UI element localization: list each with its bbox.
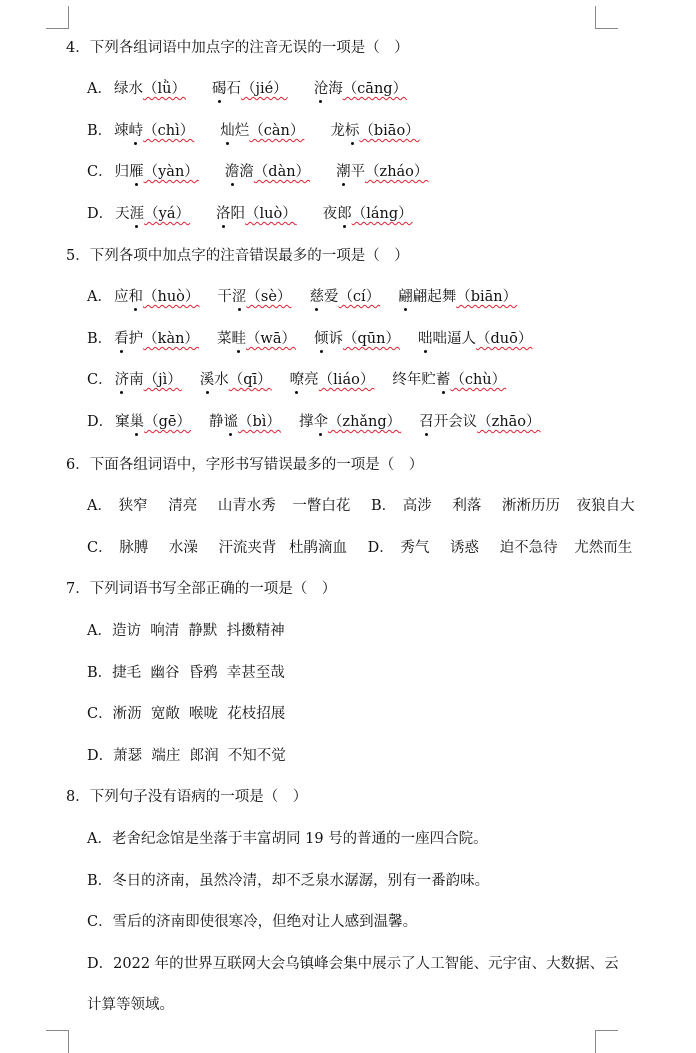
word-part: 南 xyxy=(129,372,144,388)
dotted-character: 倾 xyxy=(314,331,329,347)
option-text: 淅沥 宽敞 喉咙 花枝招展 xyxy=(112,706,286,722)
word: 脉膊 xyxy=(119,540,149,556)
word-part: 亮 xyxy=(304,372,319,388)
word-part: 归 xyxy=(114,164,130,180)
pinyin: （sè） xyxy=(246,289,292,305)
pinyin: （chì） xyxy=(143,123,195,139)
word: 清亮 xyxy=(168,498,198,514)
dotted-character: 伞 xyxy=(313,414,328,430)
question-7-stem: 7．下列词语书写全部正确的一项是（ ） xyxy=(66,581,337,597)
pinyin: （duō） xyxy=(475,331,533,347)
word: 汗流夹背 xyxy=(218,540,277,556)
pinyin: （lǜ） xyxy=(142,81,186,97)
dotted-character: 洛 xyxy=(215,206,231,222)
word: 一瞥白花 xyxy=(292,498,351,514)
option-label: B． xyxy=(87,873,113,889)
corner-mark-bottom-right xyxy=(595,1030,618,1053)
word-part: 龙 xyxy=(330,123,345,139)
annotated-word xyxy=(220,121,304,141)
annotated-word xyxy=(200,370,272,390)
question-6-stem: 6．下面各组词语中，字形书写错误最多的一项是（ ） xyxy=(66,457,424,473)
dotted-character: 咄 xyxy=(417,331,433,347)
question-4-stem: 4．下列各组词语中加点字的注音无误的一项是（ ） xyxy=(66,40,409,56)
annotated-word xyxy=(392,370,506,390)
dotted-character: 巢 xyxy=(129,414,145,430)
corner-mark-top-right xyxy=(595,6,618,29)
question-8-stem: 8．下列句子没有语病的一项是（ ） xyxy=(66,789,308,805)
dotted-character: 看 xyxy=(114,331,129,347)
question-6-row-1 xyxy=(87,496,635,516)
question-5-option-a xyxy=(87,287,517,307)
question-8-option-a xyxy=(87,829,488,849)
question-7-option-a xyxy=(87,621,285,641)
annotated-word xyxy=(398,287,517,307)
dotted-character: 沧 xyxy=(313,81,329,97)
question-4-option-b xyxy=(87,121,420,141)
option-label: B． xyxy=(87,665,113,681)
word-part: 翩起舞 xyxy=(412,289,457,305)
option-label: C． xyxy=(87,372,113,388)
annotated-word xyxy=(115,162,199,182)
option-label: A． xyxy=(87,831,112,847)
pinyin: （huò） xyxy=(142,289,200,305)
pinyin: （liáo） xyxy=(318,372,375,388)
option-label: C． xyxy=(87,706,113,722)
question-8-option-d-continuation: 计算等领域。 xyxy=(87,997,174,1013)
pinyin: （wā） xyxy=(245,331,296,347)
option-label: B． xyxy=(87,123,113,139)
annotated-word xyxy=(330,121,419,141)
word-part: 静 xyxy=(209,414,224,430)
pinyin: （qī） xyxy=(228,372,272,388)
annotated-word xyxy=(290,370,375,390)
question-5-stem: 5．下列各项中加点字的注音错误最多的一项是（ ） xyxy=(66,248,409,264)
option-label: A． xyxy=(87,81,112,97)
question-4-option-c xyxy=(87,162,428,182)
word-part: 终年贮 xyxy=(392,372,436,388)
pinyin: （bì） xyxy=(238,414,281,430)
pinyin: （biāo） xyxy=(359,123,420,139)
question-7-option-d xyxy=(87,746,286,766)
pinyin: （dàn） xyxy=(253,164,311,180)
word-part: 窠 xyxy=(115,414,130,430)
word-part: 天 xyxy=(115,206,130,222)
word-part: 绿 xyxy=(113,81,129,97)
word-part: 竦 xyxy=(114,123,129,139)
pinyin: （cí） xyxy=(338,289,381,305)
pinyin: （gē） xyxy=(144,414,192,430)
option-text: 冬日的济南，虽然冷清，却不乏泉水潺潺，别有一番韵味。 xyxy=(112,873,490,889)
word-part: 阳 xyxy=(230,206,245,222)
annotated-word xyxy=(114,329,199,349)
question-5-option-b xyxy=(87,329,532,349)
word: 狭窄 xyxy=(118,498,148,514)
corner-mark-bottom-left xyxy=(46,1030,69,1053)
pinyin: （kàn） xyxy=(143,331,199,347)
dotted-character: 溪 xyxy=(199,372,215,388)
question-7-option-c xyxy=(87,704,285,724)
dotted-character: 潮 xyxy=(336,164,351,180)
dotted-character: 标 xyxy=(344,123,360,139)
word-part: 平 xyxy=(350,164,366,180)
dotted-character: 雁 xyxy=(129,164,144,180)
question-5-option-c xyxy=(87,370,506,390)
pinyin: （qūn） xyxy=(343,331,400,347)
annotated-word xyxy=(323,204,413,224)
option-label: D． xyxy=(87,748,114,764)
word-part: 水 xyxy=(214,372,229,388)
annotated-word xyxy=(114,287,199,307)
word-part: 澹 xyxy=(239,164,254,180)
dotted-character: 畦 xyxy=(231,331,246,347)
option-label: D． xyxy=(87,206,114,222)
corner-mark-top-left xyxy=(46,6,69,29)
pinyin: （jié） xyxy=(240,81,288,97)
option-label: A． xyxy=(87,289,112,305)
word-part: 应 xyxy=(113,289,129,305)
word: 淅淅历历 xyxy=(502,498,561,514)
dotted-character: 郎 xyxy=(337,206,352,222)
annotated-word xyxy=(114,121,194,141)
pinyin: （zhāo） xyxy=(477,414,541,430)
option-text: 造访 响清 静默 抖擞精神 xyxy=(111,623,285,639)
word-part: 水 xyxy=(128,81,143,97)
dotted-character: 和 xyxy=(128,289,143,305)
question-6-row-2 xyxy=(87,538,632,558)
word-part: 夜 xyxy=(322,206,338,222)
dotted-character: 涯 xyxy=(129,206,145,222)
question-4-option-d xyxy=(87,204,413,224)
annotated-word xyxy=(115,412,191,432)
pinyin: （jì） xyxy=(143,372,182,388)
pinyin: （luò） xyxy=(244,206,297,222)
pinyin: （biān） xyxy=(456,289,518,305)
option-text: 老舍纪念馆是坐落于丰富胡同 19 号的普通的一座四合院。 xyxy=(111,831,488,847)
annotated-word xyxy=(314,329,400,349)
option-label: A． xyxy=(87,623,112,639)
word-part: 石 xyxy=(226,81,241,97)
word: 利落 xyxy=(452,498,482,514)
dotted-character: 谧 xyxy=(223,414,239,430)
question-5-option-d xyxy=(87,412,541,432)
annotated-word xyxy=(114,79,186,99)
question-8-option-c xyxy=(87,912,417,932)
dotted-character: 慈 xyxy=(309,289,324,305)
annotated-word xyxy=(115,370,182,390)
word: 水澡 xyxy=(168,540,198,556)
annotated-word xyxy=(309,287,380,307)
option-label: C． xyxy=(87,914,113,930)
word-part: 干 xyxy=(217,289,232,305)
pinyin: （láng） xyxy=(351,206,413,222)
dotted-character: 澹 xyxy=(224,164,240,180)
option-label: A． xyxy=(87,498,112,514)
dotted-character: 蓄 xyxy=(435,372,451,388)
option-label: C． xyxy=(87,164,113,180)
word-part: 护 xyxy=(128,331,144,347)
annotated-word xyxy=(336,162,428,182)
word-part: 咄逼人 xyxy=(432,331,476,347)
annotated-word xyxy=(115,204,190,224)
option-text: 雪后的济南即使很寒冷，但绝对让人感到温馨。 xyxy=(112,914,418,930)
option-label: B． xyxy=(371,498,397,514)
pinyin: （càn） xyxy=(249,123,305,139)
pinyin: （yá） xyxy=(144,206,190,222)
word: 高涉 xyxy=(402,498,432,514)
word: 杜鹃滴血 xyxy=(289,540,348,556)
word: 秀气 xyxy=(400,540,430,556)
question-7-option-b xyxy=(87,663,285,683)
word: 诱惑 xyxy=(450,540,480,556)
annotated-word xyxy=(217,287,291,307)
option-label: D． xyxy=(87,956,114,972)
pinyin: （yàn） xyxy=(143,164,199,180)
annotated-word xyxy=(216,204,297,224)
pinyin: （zháo） xyxy=(365,164,429,180)
word-part: 爱 xyxy=(323,289,339,305)
word-part: 诉 xyxy=(328,331,343,347)
annotated-word xyxy=(212,79,288,99)
option-label: D． xyxy=(367,540,394,556)
option-label: C． xyxy=(87,540,113,556)
question-8-option-d xyxy=(87,954,619,974)
dotted-character: 峙 xyxy=(128,123,144,139)
pinyin: （cāng） xyxy=(342,81,408,97)
annotated-word xyxy=(418,329,532,349)
dotted-character: 召 xyxy=(419,414,434,430)
option-text: 萧瑟 端庄 郎润 不知不觉 xyxy=(113,748,286,764)
annotated-word xyxy=(314,79,407,99)
annotated-word xyxy=(209,412,281,432)
word: 迫不急待 xyxy=(499,540,558,556)
question-4-option-a xyxy=(87,79,407,99)
annotated-word xyxy=(419,412,540,432)
word: 尤然而生 xyxy=(574,540,633,556)
question-8-option-b xyxy=(87,871,489,891)
pinyin: （chù） xyxy=(450,372,507,388)
word-part: 开会议 xyxy=(433,414,478,430)
dotted-character: 翩 xyxy=(398,289,413,305)
pinyin: （zhǎng） xyxy=(327,414,402,430)
dotted-character: 碣 xyxy=(211,81,227,97)
word: 夜狼自大 xyxy=(576,498,635,514)
word: 山青水秀 xyxy=(217,498,276,514)
annotated-word xyxy=(217,329,296,349)
dotted-character: 灿 xyxy=(220,123,235,139)
option-text: 2022 年的世界互联网大会乌镇峰会集中展示了人工智能、元宇宙、大数据、云 xyxy=(113,956,619,972)
word-part: 撑 xyxy=(298,414,314,430)
option-label: B． xyxy=(87,331,113,347)
annotated-word xyxy=(299,412,401,432)
annotated-word xyxy=(225,162,310,182)
dotted-character: 嘹 xyxy=(289,372,305,388)
dotted-character: 济 xyxy=(114,372,130,388)
word-part: 菜 xyxy=(216,331,232,347)
word-part: 烂 xyxy=(234,123,250,139)
option-label: D． xyxy=(87,414,114,430)
option-text: 捷毛 幽谷 昏鸦 幸甚至哉 xyxy=(112,665,285,681)
word-part: 海 xyxy=(328,81,343,97)
dotted-character: 涩 xyxy=(231,289,247,305)
